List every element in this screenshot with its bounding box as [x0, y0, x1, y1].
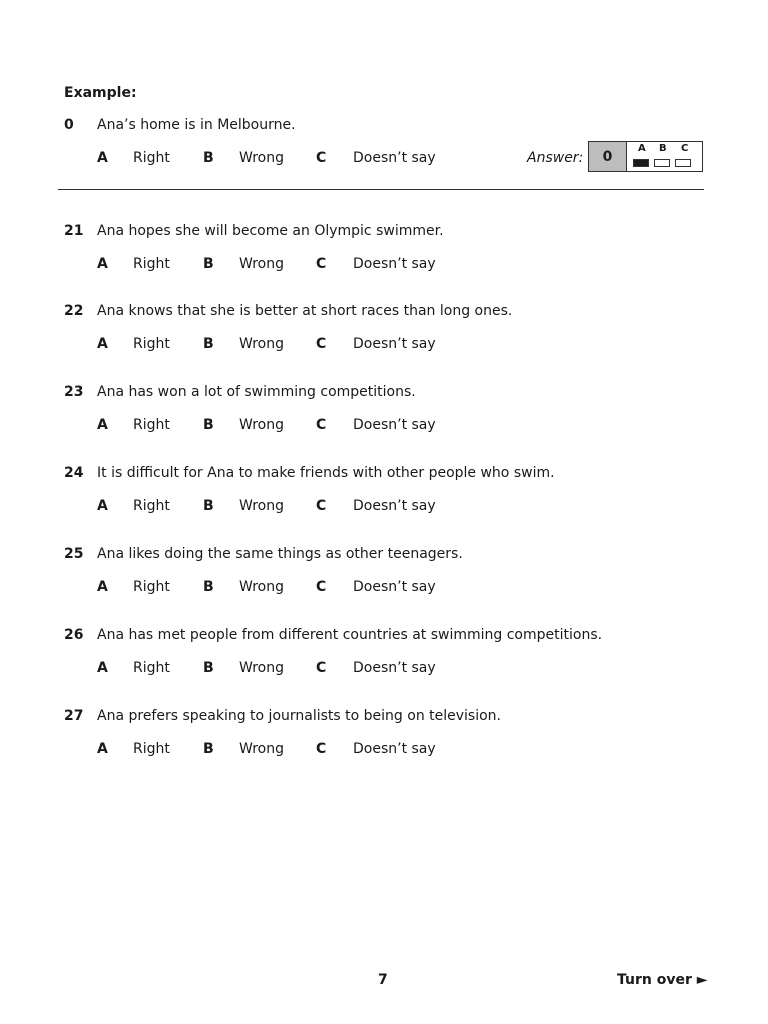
- question-number: 24: [64, 465, 84, 481]
- question-text: Ana has met people from different countries at swimming competitions.: [97, 627, 603, 643]
- option-a-letter: A: [97, 579, 108, 595]
- option-b-letter: B: [203, 150, 214, 166]
- question-number: 27: [64, 708, 84, 724]
- option-b-text: Wrong: [239, 498, 284, 514]
- option-a-letter: A: [97, 660, 108, 676]
- option-a-letter: A: [97, 336, 108, 352]
- option-c-letter: C: [316, 660, 327, 676]
- option-b-letter: B: [203, 660, 214, 676]
- question-21: [0, 223, 768, 283]
- option-a-text: Right: [133, 150, 170, 166]
- answer-box-c: [675, 159, 691, 167]
- option-c-text: Doesn’t say: [353, 579, 436, 595]
- question-text: Ana prefers speaking to journalists to being on television.: [97, 708, 501, 724]
- question-24: [0, 465, 768, 525]
- option-c-text: Doesn’t say: [353, 336, 436, 352]
- question-text: Ana likes doing the same things as other teenagers.: [97, 546, 463, 562]
- option-c-text: Doesn’t say: [353, 150, 436, 166]
- option-b-letter: B: [203, 741, 214, 757]
- question-number: 22: [64, 303, 84, 319]
- question-text: Ana hopes she will become an Olympic swimmer.: [97, 223, 444, 239]
- option-c-letter: C: [316, 256, 327, 272]
- answer-number: 0: [589, 142, 627, 171]
- question-number: 25: [64, 546, 84, 562]
- option-b-letter: B: [203, 498, 214, 514]
- question-27: [0, 708, 768, 768]
- option-c-letter: C: [316, 336, 327, 352]
- option-b-text: Wrong: [239, 150, 284, 166]
- answer-box-b: [654, 159, 670, 167]
- option-a-text: Right: [133, 256, 170, 272]
- example-question-text: Ana’s home is in Melbourne.: [97, 117, 296, 133]
- turn-over-label: Turn over ►: [617, 972, 708, 988]
- question-number: 21: [64, 223, 84, 239]
- page-number: 7: [378, 972, 388, 988]
- option-a-text: Right: [133, 579, 170, 595]
- option-c-text: Doesn’t say: [353, 741, 436, 757]
- question-22: [0, 303, 768, 363]
- option-c-letter: C: [316, 579, 327, 595]
- question-number: 26: [64, 627, 84, 643]
- option-c-letter: C: [316, 741, 327, 757]
- option-b-letter: B: [203, 256, 214, 272]
- option-a-text: Right: [133, 336, 170, 352]
- option-c-text: Doesn’t say: [353, 417, 436, 433]
- example-answer-box: [588, 141, 703, 172]
- answer-letter-c: C: [681, 143, 689, 154]
- option-a-letter: A: [97, 741, 108, 757]
- answer-box-a-filled: [633, 159, 649, 167]
- question-text: Ana knows that she is better at short races than long ones.: [97, 303, 513, 319]
- example-heading: Example:: [64, 85, 137, 101]
- option-b-letter: B: [203, 417, 214, 433]
- question-23: [0, 384, 768, 444]
- option-b-letter: B: [203, 336, 214, 352]
- answer-letter-a: A: [638, 143, 646, 154]
- option-c-text: Doesn’t say: [353, 498, 436, 514]
- option-a-text: Right: [133, 741, 170, 757]
- option-a-text: Right: [133, 660, 170, 676]
- option-a-text: Right: [133, 498, 170, 514]
- option-b-text: Wrong: [239, 741, 284, 757]
- option-c-text: Doesn’t say: [353, 256, 436, 272]
- option-a-letter: A: [97, 498, 108, 514]
- option-c-letter: C: [316, 417, 327, 433]
- option-a-letter: A: [97, 417, 108, 433]
- option-b-text: Wrong: [239, 256, 284, 272]
- question-text: Ana has won a lot of swimming competitions.: [97, 384, 416, 400]
- option-b-text: Wrong: [239, 579, 284, 595]
- option-b-text: Wrong: [239, 417, 284, 433]
- option-a-letter: A: [97, 150, 108, 166]
- divider-line: [58, 189, 704, 190]
- option-b-text: Wrong: [239, 660, 284, 676]
- example-question-number: 0: [64, 117, 74, 133]
- option-c-text: Doesn’t say: [353, 660, 436, 676]
- question-number: 23: [64, 384, 84, 400]
- answer-letter-b: B: [659, 143, 667, 154]
- option-a-letter: A: [97, 256, 108, 272]
- answer-label: Answer:: [527, 150, 584, 166]
- option-b-letter: B: [203, 579, 214, 595]
- question-25: [0, 546, 768, 606]
- option-a-text: Right: [133, 417, 170, 433]
- option-c-letter: C: [316, 150, 327, 166]
- option-c-letter: C: [316, 498, 327, 514]
- question-text: It is difficult for Ana to make friends with other people who swim.: [97, 465, 555, 481]
- option-b-text: Wrong: [239, 336, 284, 352]
- question-26: [0, 627, 768, 687]
